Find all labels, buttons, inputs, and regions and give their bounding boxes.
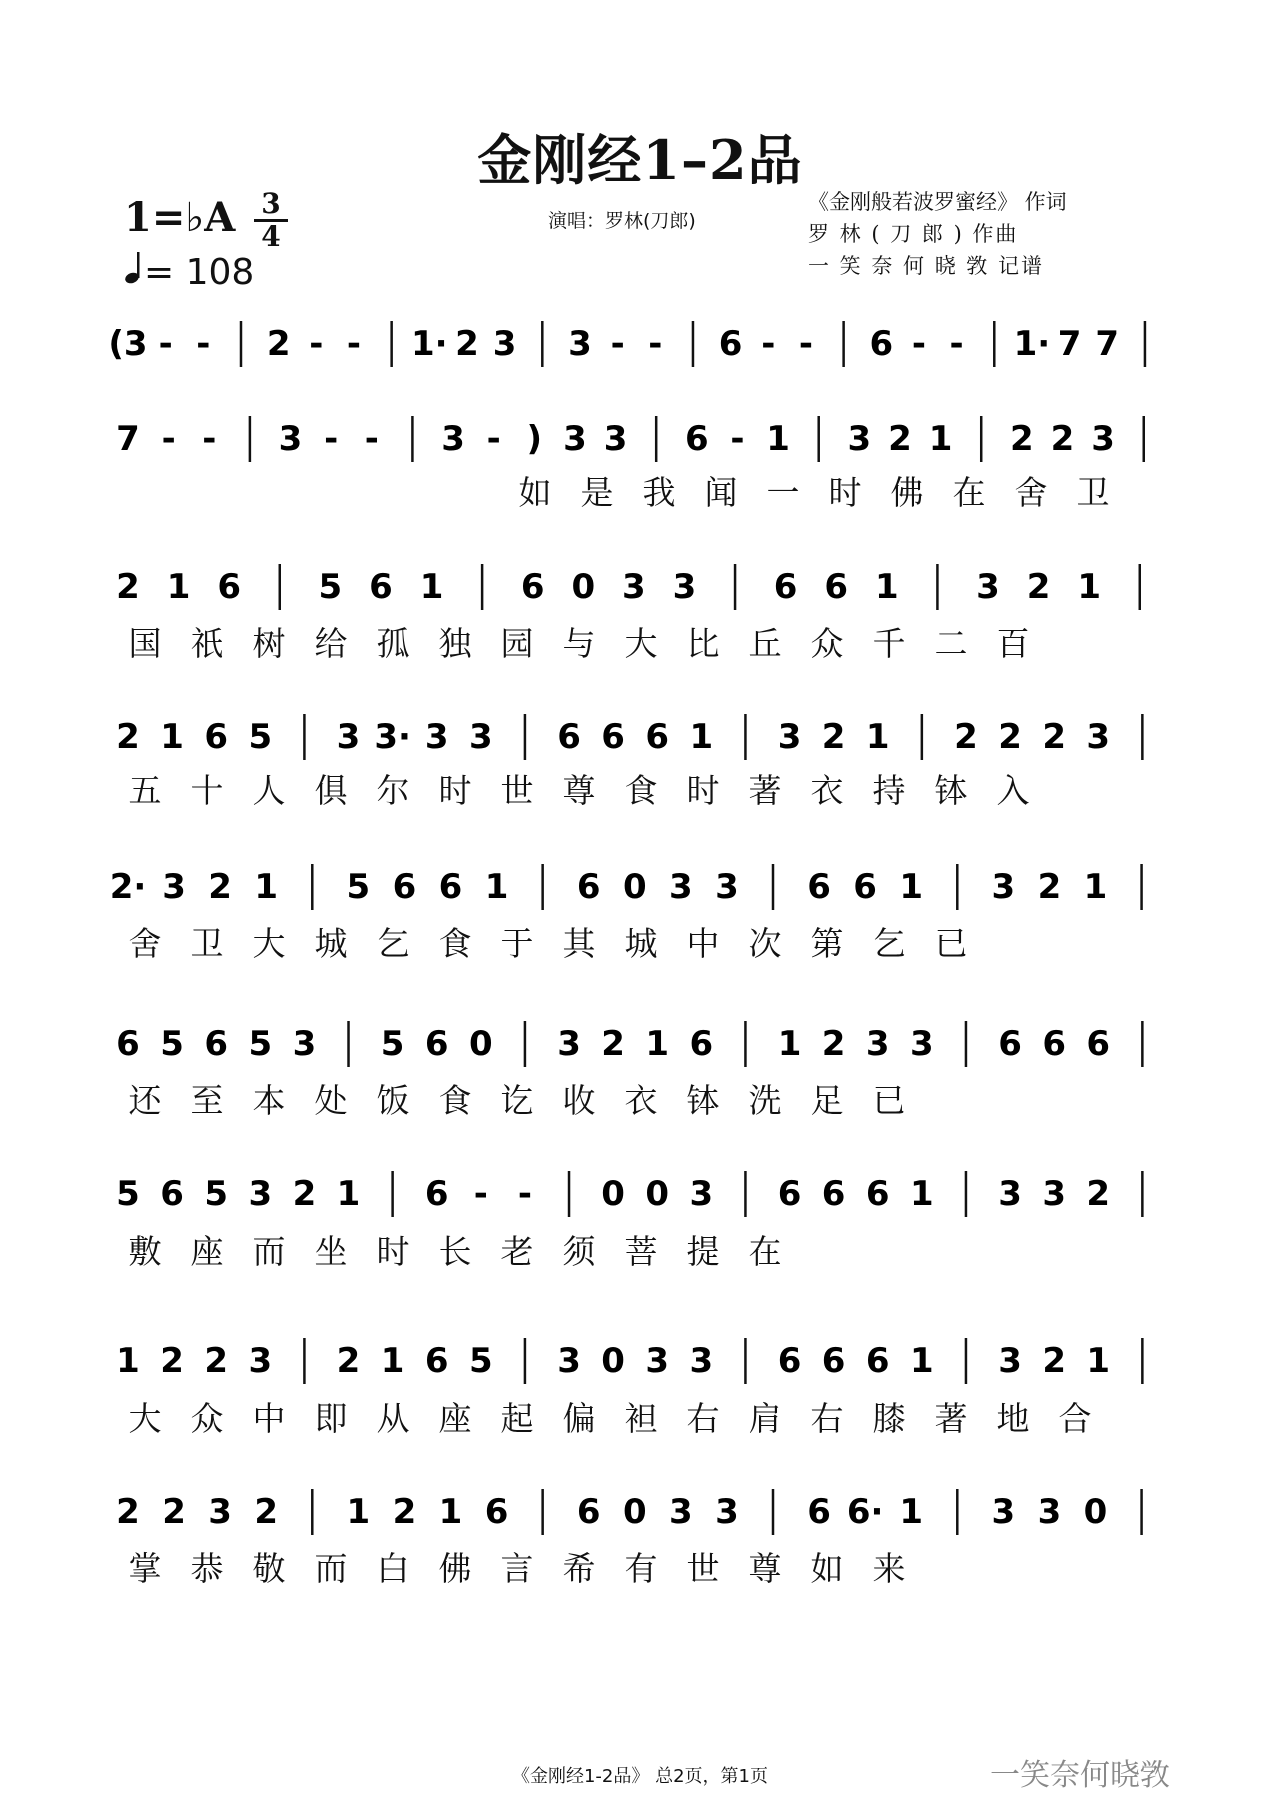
note: - <box>648 324 663 364</box>
lyric-char: 其 <box>562 924 596 963</box>
lyric-char: 乞 <box>872 924 906 963</box>
lyric-char: 闻 <box>704 473 738 512</box>
lyric-char: 第 <box>810 924 844 963</box>
note: 3 <box>208 1492 232 1532</box>
page-title: 金刚经1–2品 <box>477 128 803 192</box>
lyric-char: 大 <box>128 1399 162 1438</box>
note: 6 <box>204 1024 229 1064</box>
lyric-char: 卫 <box>190 924 224 963</box>
note: 6 <box>392 867 417 907</box>
lyric-char: 祇 <box>190 624 224 663</box>
tempo-value: = 108 <box>144 252 255 293</box>
note: - <box>161 419 176 459</box>
note: 3 <box>292 1024 317 1064</box>
note: 1 <box>874 567 899 607</box>
note: 0 <box>601 1341 625 1381</box>
note: 3 <box>672 567 697 607</box>
lyric-char: 须 <box>562 1232 596 1271</box>
note: - <box>730 419 745 459</box>
lyric-char: 千 <box>872 624 906 663</box>
note: 6 <box>204 717 229 757</box>
note: 5 <box>160 1024 184 1064</box>
note: 3 <box>998 1174 1022 1214</box>
lyric-char: 五 <box>128 771 162 810</box>
lyric-char: 菩 <box>624 1232 658 1271</box>
note: 3 <box>991 1492 1016 1532</box>
note: 3 <box>278 419 303 459</box>
lyric-char: 卫 <box>1076 473 1110 512</box>
lyric-char: 袒 <box>624 1399 658 1438</box>
lyric-char: 钵 <box>686 1081 720 1120</box>
composer-credit: 罗 林 ( 刀 郎 ) 作曲 <box>808 222 1019 246</box>
note: 1 <box>336 1174 361 1214</box>
lyric-char: 洗 <box>748 1081 782 1120</box>
note: 3 <box>689 1341 714 1381</box>
singer-credit: 演唱：罗林(刀郎) <box>548 210 696 232</box>
note: 1 <box>928 419 953 459</box>
note: 1 <box>438 1492 463 1532</box>
lyric-char: 著 <box>934 1399 968 1438</box>
lyric-char: 中 <box>686 924 720 963</box>
note: 3· <box>374 717 411 757</box>
lyric-char: 百 <box>996 624 1030 663</box>
note: 2 <box>998 717 1022 757</box>
note: 3 <box>468 717 493 757</box>
note: 1 <box>689 717 714 757</box>
lyric-char: 掌 <box>128 1549 162 1588</box>
lyric-char: 还 <box>128 1081 162 1120</box>
note: - <box>473 1174 488 1214</box>
lyric-char: 至 <box>190 1081 224 1120</box>
lyric-char: 在 <box>952 473 986 512</box>
lyric-char: 中 <box>252 1399 286 1438</box>
lyric-char: 俱 <box>314 771 348 810</box>
note: - <box>196 324 211 364</box>
note: 2 <box>116 717 140 757</box>
note: 3 <box>162 867 186 907</box>
lyric-char: 于 <box>500 924 534 963</box>
note: 6 <box>424 1174 449 1214</box>
lyric-char: 合 <box>1058 1399 1092 1438</box>
note: 2 <box>392 1492 417 1532</box>
lyric-char: 饭 <box>376 1081 410 1120</box>
note: - <box>610 324 625 364</box>
note: - <box>798 324 814 364</box>
note: 6 <box>484 1492 509 1532</box>
note: 2 <box>1050 419 1075 459</box>
note: 3 <box>847 419 872 459</box>
lyric-char: 膝 <box>872 1399 906 1438</box>
note: - <box>202 419 217 459</box>
note: 3 <box>669 867 693 907</box>
lyric-char: 敷 <box>128 1232 162 1271</box>
lyric-char: 即 <box>314 1399 348 1438</box>
note: 6 <box>217 567 242 607</box>
lyric-char: 人 <box>252 771 286 810</box>
lyric-char: 希 <box>562 1549 596 1588</box>
lyric-char: 丘 <box>748 624 782 663</box>
note: 3 <box>669 1492 693 1532</box>
note: 0 <box>1083 1492 1108 1532</box>
note: 1 <box>777 1024 802 1064</box>
note: 6 <box>601 717 625 757</box>
note: 3 <box>557 1024 581 1064</box>
lyric-char: 已 <box>872 1081 906 1120</box>
lyric-char: 城 <box>624 924 658 963</box>
time-signature-bottom: 4 <box>261 220 281 253</box>
note: 2 <box>116 567 140 607</box>
note: 6· <box>846 1492 884 1532</box>
note: 6 <box>116 1024 140 1064</box>
note: 0 <box>622 867 647 907</box>
lyric-char: 讫 <box>500 1081 534 1120</box>
lyric-char: 是 <box>580 473 614 512</box>
note: - <box>364 419 379 459</box>
note: 6 <box>777 1174 802 1214</box>
lyric-char: 处 <box>314 1081 348 1120</box>
lyric-char: 大 <box>252 924 286 963</box>
key-signature: 1=♭A <box>124 194 236 241</box>
note: 7 <box>1057 324 1082 364</box>
note: 2 <box>1010 419 1034 459</box>
lyric-char: 我 <box>642 473 676 512</box>
lyric-char: 来 <box>872 1549 906 1588</box>
note: 7 <box>1095 324 1120 364</box>
lyric-char: 钵 <box>934 771 968 810</box>
lyric-char: 众 <box>810 624 844 663</box>
note: 2 <box>254 1492 279 1532</box>
note: 6 <box>424 1341 449 1381</box>
lyric-char: 坐 <box>314 1232 348 1271</box>
note: - <box>309 324 324 364</box>
note: 2· <box>109 867 147 907</box>
note: 3 <box>1086 717 1111 757</box>
note: 3 <box>1042 1174 1066 1214</box>
note: 6 <box>824 567 849 607</box>
note: 6 <box>438 867 463 907</box>
lyric-char: 从 <box>376 1399 410 1438</box>
lyric-char: 右 <box>810 1399 844 1438</box>
note: 2 <box>821 1024 846 1064</box>
lyric-char: 园 <box>500 624 534 663</box>
lyric-char: 佛 <box>438 1549 472 1588</box>
note: 6 <box>520 567 545 607</box>
note: ) <box>526 419 543 459</box>
note: 0 <box>645 1174 670 1214</box>
note: 1· <box>411 324 448 364</box>
lyric-char: 舍 <box>128 924 162 963</box>
lyric-char: 肩 <box>748 1399 782 1438</box>
note: 2 <box>266 324 291 364</box>
note: 2 <box>336 1341 361 1381</box>
note: 0 <box>622 1492 647 1532</box>
note: 0 <box>468 1024 493 1064</box>
note: 6 <box>369 567 393 607</box>
note: 2 <box>208 867 232 907</box>
lyric-char: 言 <box>500 1549 534 1588</box>
note: 3 <box>568 324 592 364</box>
note: 2 <box>1086 1174 1111 1214</box>
lyric-char: 尊 <box>748 1549 782 1588</box>
note: 1 <box>1086 1341 1111 1381</box>
note: 6 <box>807 1492 831 1532</box>
note: 3 <box>991 867 1016 907</box>
note: 1 <box>899 1492 924 1532</box>
lyric-char: 比 <box>686 624 720 663</box>
lyric-char: 长 <box>438 1232 472 1271</box>
lyric-char: 座 <box>438 1399 472 1438</box>
note: 3 <box>622 567 646 607</box>
lyric-char: 时 <box>376 1232 410 1271</box>
note: 6 <box>557 717 581 757</box>
note: 1 <box>419 567 444 607</box>
lyric-char: 本 <box>252 1081 286 1120</box>
note: 6 <box>869 324 894 364</box>
lyric-char: 次 <box>748 924 782 963</box>
note: 1 <box>380 1341 405 1381</box>
lyric-char: 尔 <box>376 771 410 810</box>
note: - <box>486 419 501 459</box>
lyric-char: 一 <box>766 473 800 512</box>
lyric-char: 佛 <box>890 473 924 512</box>
note: 5 <box>248 1024 273 1064</box>
note: 3 <box>1091 419 1115 459</box>
note: 1 <box>166 567 191 607</box>
page-footer: 《金刚经1-2品》 总2页，第1页 <box>511 1766 769 1787</box>
lyric-char: 食 <box>624 771 658 810</box>
note: 3 <box>563 419 587 459</box>
note: 5 <box>204 1174 229 1214</box>
note: 1 <box>645 1024 670 1064</box>
note: 6 <box>773 567 798 607</box>
lyric-char: 起 <box>500 1399 534 1438</box>
note: 3 <box>441 419 465 459</box>
note: 7 <box>116 419 140 459</box>
note: 2 <box>1026 567 1051 607</box>
lyric-char: 著 <box>748 771 782 810</box>
note: 3 <box>1037 1492 1062 1532</box>
lyricist-credit: 《金刚般若波罗蜜经》 作词 <box>808 190 1067 214</box>
note: - <box>158 324 173 364</box>
note: 6 <box>1086 1024 1111 1064</box>
lyric-char: 持 <box>872 771 906 810</box>
note: - <box>911 324 927 364</box>
note: 3 <box>998 1341 1022 1381</box>
lyric-char: 时 <box>828 473 862 512</box>
note: 3 <box>910 1024 934 1064</box>
note: 1 <box>484 867 509 907</box>
note: 1 <box>1083 867 1108 907</box>
lyric-char: 时 <box>686 771 720 810</box>
note: 2 <box>821 717 846 757</box>
note: 2 <box>160 1341 184 1381</box>
lyric-char: 孤 <box>376 624 410 663</box>
lyric-char: 偏 <box>562 1399 596 1438</box>
lyric-char: 地 <box>996 1399 1030 1438</box>
note: 6 <box>424 1024 449 1064</box>
note: 1 <box>1077 567 1102 607</box>
note: 6 <box>645 717 670 757</box>
lyric-char: 白 <box>376 1549 410 1588</box>
note: 1 <box>865 717 890 757</box>
note: 6 <box>853 867 877 907</box>
note: 1 <box>254 867 279 907</box>
lyric-char: 敬 <box>252 1549 286 1588</box>
watermark: 一笑奈何晓敩 <box>990 1758 1170 1793</box>
note: - <box>949 324 964 364</box>
note: 6 <box>1042 1024 1066 1064</box>
lyric-char: 世 <box>500 771 534 810</box>
lyric-char: 足 <box>810 1081 844 1120</box>
lyric-char: 食 <box>438 924 472 963</box>
time-signature-top: 3 <box>261 187 281 220</box>
note: 6 <box>160 1174 184 1214</box>
lyric-char: 恭 <box>190 1549 224 1588</box>
note: - <box>761 324 776 364</box>
note: 3 <box>557 1341 581 1381</box>
note: 6 <box>865 1174 890 1214</box>
note: 3 <box>689 1174 714 1214</box>
note: 3 <box>976 567 1000 607</box>
note: (3 <box>108 324 148 364</box>
note: 2 <box>888 419 912 459</box>
note: 2 <box>292 1174 317 1214</box>
note: 3 <box>424 717 449 757</box>
lyric-char: 如 <box>810 1549 844 1588</box>
note: 6 <box>684 419 709 459</box>
lyric-char: 树 <box>252 624 286 663</box>
note: 5 <box>248 717 273 757</box>
lyric-char: 大 <box>624 624 658 663</box>
note: 3 <box>492 324 517 364</box>
note: 3 <box>248 1341 273 1381</box>
lyric-char: 众 <box>190 1399 224 1438</box>
note: 6 <box>998 1024 1022 1064</box>
note: 3 <box>645 1341 670 1381</box>
note: 6 <box>576 1492 601 1532</box>
note: 2 <box>204 1341 229 1381</box>
note: 1 <box>899 867 924 907</box>
lyric-char: 入 <box>996 771 1030 810</box>
note: 2 <box>954 717 978 757</box>
note: 5 <box>116 1174 140 1214</box>
lyric-char: 衣 <box>810 771 844 810</box>
note: 6 <box>777 1341 802 1381</box>
note: 2 <box>1042 1341 1066 1381</box>
note: - <box>517 1174 532 1214</box>
note: 6 <box>576 867 601 907</box>
note: 2 <box>455 324 479 364</box>
note: 3 <box>603 419 628 459</box>
note: 1 <box>766 419 790 459</box>
note: 6 <box>865 1341 890 1381</box>
lyric-char: 给 <box>314 624 348 663</box>
note: 1 <box>910 1341 934 1381</box>
lyric-char: 提 <box>686 1232 720 1271</box>
lyric-char: 独 <box>438 624 472 663</box>
lyric-char: 衣 <box>624 1081 658 1120</box>
transcriber-credit: 一 笑 奈 何 晓 敩 记谱 <box>808 254 1045 278</box>
note: 2 <box>1037 867 1062 907</box>
lyric-char: 时 <box>438 771 472 810</box>
note: 3 <box>336 717 361 757</box>
lyric-char: 与 <box>562 624 596 663</box>
note: 2 <box>116 1492 140 1532</box>
lyric-char: 而 <box>314 1549 348 1588</box>
lyric-char: 右 <box>686 1399 720 1438</box>
note: 5 <box>468 1341 493 1381</box>
lyric-char: 二 <box>934 624 968 663</box>
lyric-char: 舍 <box>1014 473 1048 512</box>
note: 1 <box>910 1174 934 1214</box>
note: 3 <box>865 1024 890 1064</box>
note: 6 <box>718 324 743 364</box>
lyric-char: 已 <box>934 924 968 963</box>
note: 5 <box>380 1024 405 1064</box>
note: 1 <box>116 1341 140 1381</box>
lyric-char: 如 <box>518 473 552 512</box>
lyric-char: 收 <box>562 1081 596 1120</box>
lyric-char: 座 <box>190 1232 224 1271</box>
note: - <box>346 324 362 364</box>
note: 2 <box>1042 717 1066 757</box>
note: 0 <box>601 1174 625 1214</box>
lyric-char: 食 <box>438 1081 472 1120</box>
note: 5 <box>346 867 371 907</box>
note: 2 <box>162 1492 186 1532</box>
note: 3 <box>248 1174 273 1214</box>
lyric-char: 在 <box>748 1232 782 1271</box>
note: 1 <box>160 717 184 757</box>
lyric-char: 老 <box>500 1232 534 1271</box>
note: 6 <box>807 867 831 907</box>
note: 3 <box>715 867 739 907</box>
note: 1 <box>346 1492 371 1532</box>
lyric-char: 乞 <box>376 924 410 963</box>
note: 1· <box>1013 324 1051 364</box>
note: 2 <box>601 1024 625 1064</box>
note: 6 <box>821 1174 846 1214</box>
lyric-char: 十 <box>190 771 224 810</box>
lyric-char: 世 <box>686 1549 720 1588</box>
lyric-char: 城 <box>314 924 348 963</box>
note: 3 <box>715 1492 739 1532</box>
note: 5 <box>318 567 343 607</box>
lyric-char: 尊 <box>562 771 596 810</box>
lyric-char: 有 <box>624 1549 658 1588</box>
lyric-char: 而 <box>252 1232 286 1271</box>
lyric-char: 国 <box>128 624 162 663</box>
note: 6 <box>689 1024 714 1064</box>
note: 3 <box>777 717 802 757</box>
note: 6 <box>821 1341 846 1381</box>
note: 0 <box>571 567 596 607</box>
note: - <box>324 419 339 459</box>
